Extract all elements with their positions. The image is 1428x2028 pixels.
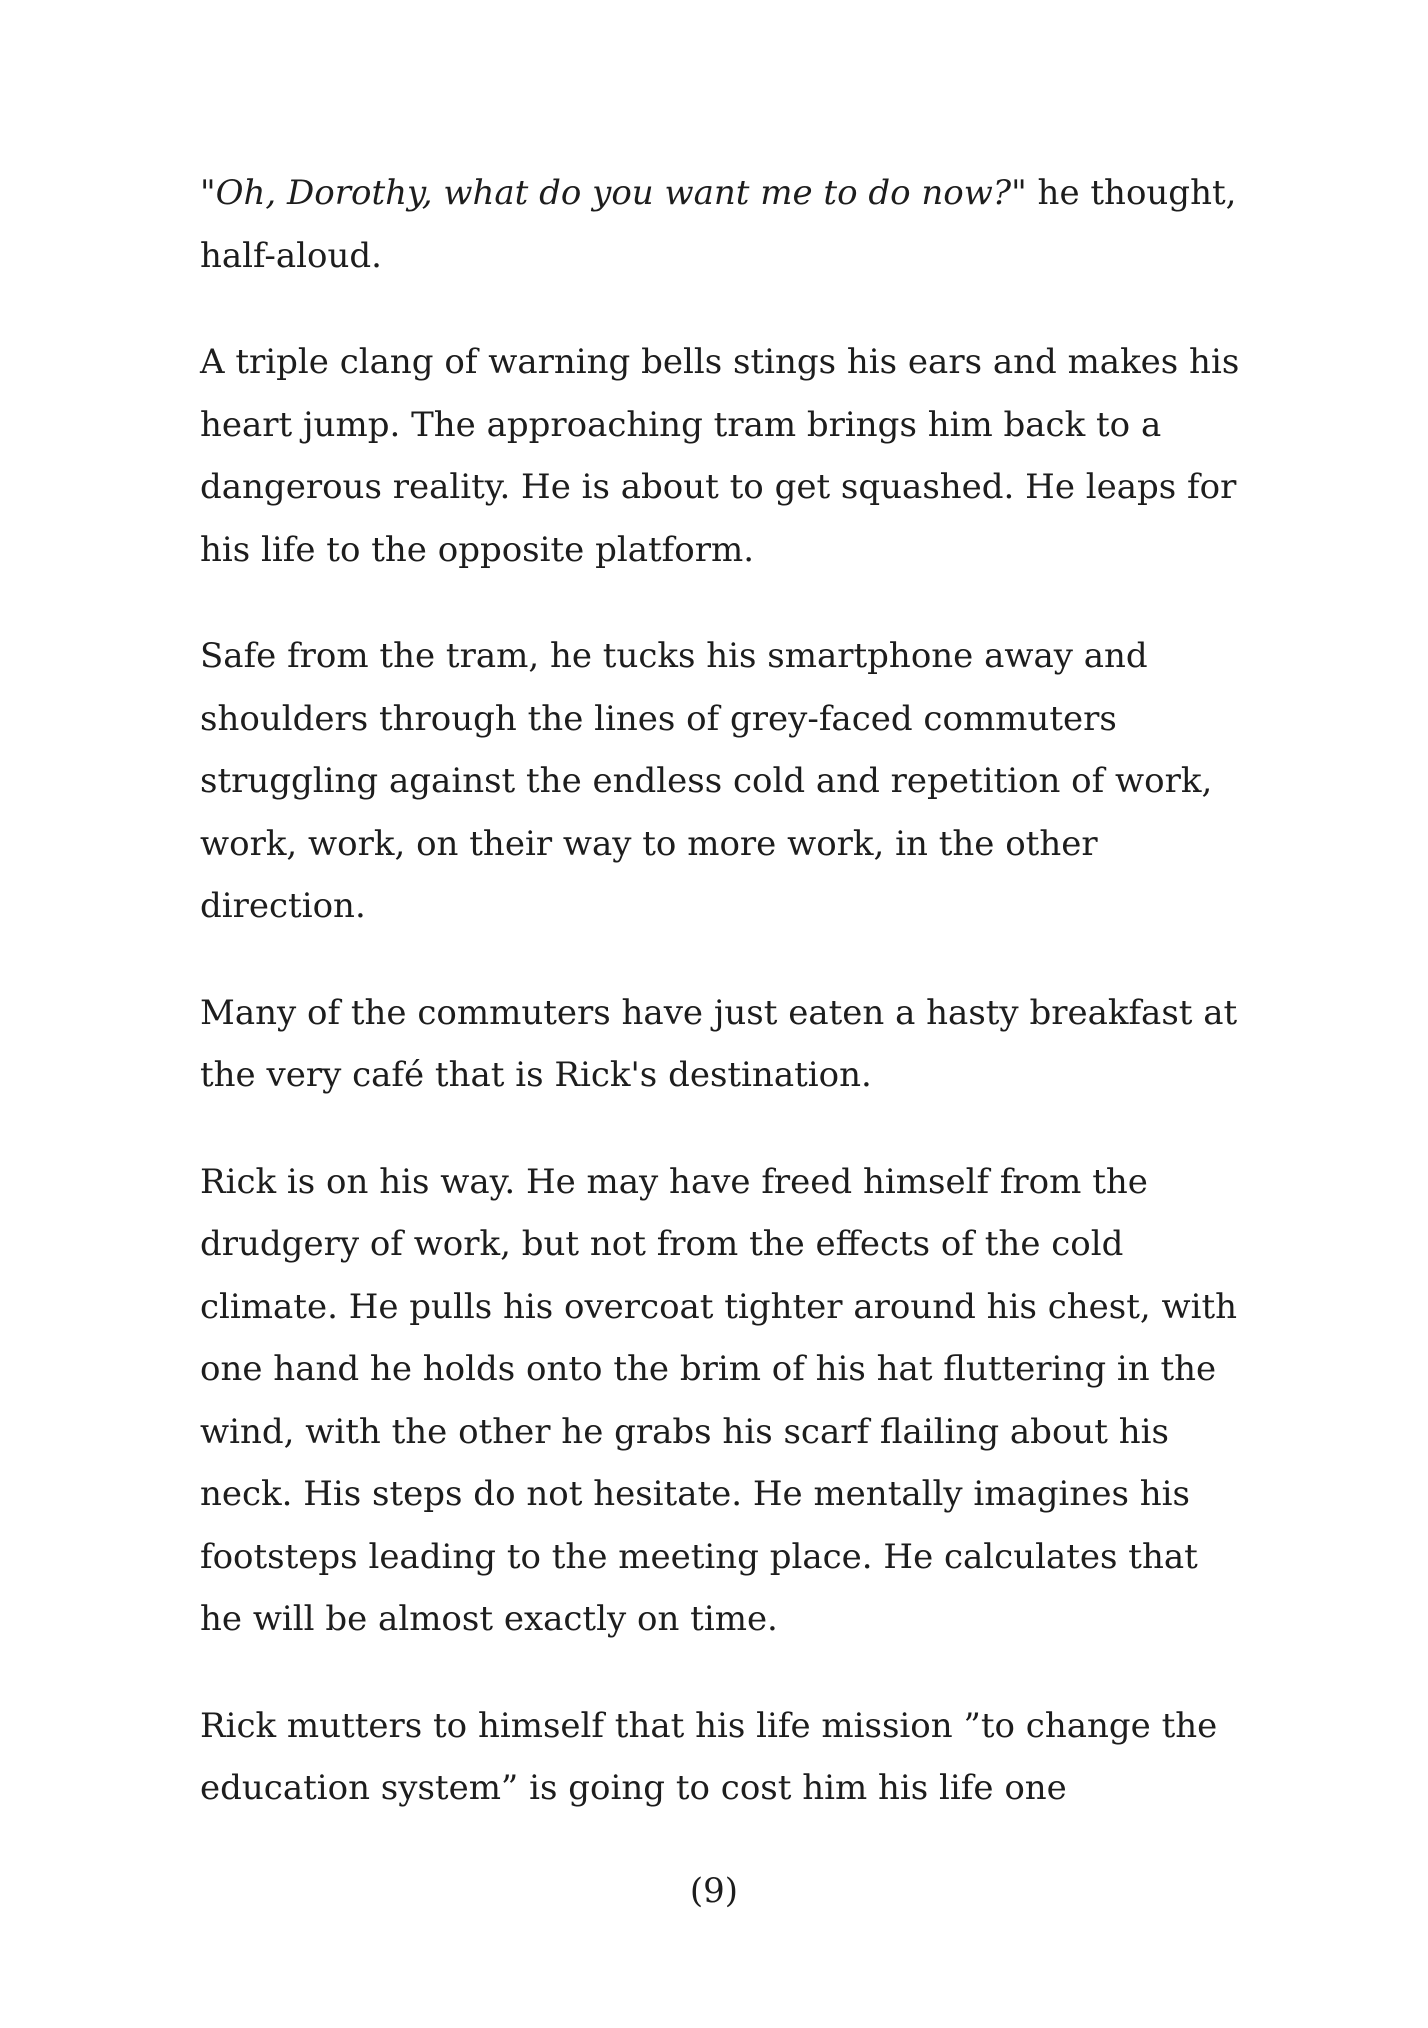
paragraph-5: Rick is on his way. He may have freed himself from the drudgery of work, but not from the effects of the cold climate. He pulls his overcoat tighter around his chest, with one hand he holds onto the brim of his hat fluttering in the wind, with the other he grabs his scarf flailing about his neck. His steps do not hesitate. He mentally imagines his footsteps leading to the meeting place. He calculates that he will be almost exactly on time. bbox=[200, 1161, 1238, 1639]
paragraph-3: Safe from the tram, he tucks his smartphone away and shoulders through the lines of grey-faced commuters struggling against the endless cold and repetition of work, work, work, on their way to more work, in the other direction. bbox=[200, 636, 1213, 926]
paragraph-1-text: he thought, half-aloud. bbox=[200, 173, 1237, 276]
paragraph-6: Rick mutters to himself that his life mission ”to change the education system” is going to cost him his life one bbox=[200, 1705, 1218, 1808]
body-text bbox=[200, 162, 1240, 1820]
dialogue-quote: "Oh, Dorothy, what do you want me to do now?" bbox=[200, 173, 1027, 213]
paragraph-2: A triple clang of warning bells stings his ears and makes his heart jump. The approaching tram brings him back to a dangerous reality. He is about to get squashed. He leaps for his life to the opposite platform. bbox=[200, 342, 1240, 570]
paragraph-1 bbox=[200, 162, 1240, 287]
paragraph-4: Many of the commuters have just eaten a hasty breakfast at the very café that is Rick's destination. bbox=[200, 992, 1238, 1095]
page-number: (9) bbox=[689, 1871, 739, 1911]
